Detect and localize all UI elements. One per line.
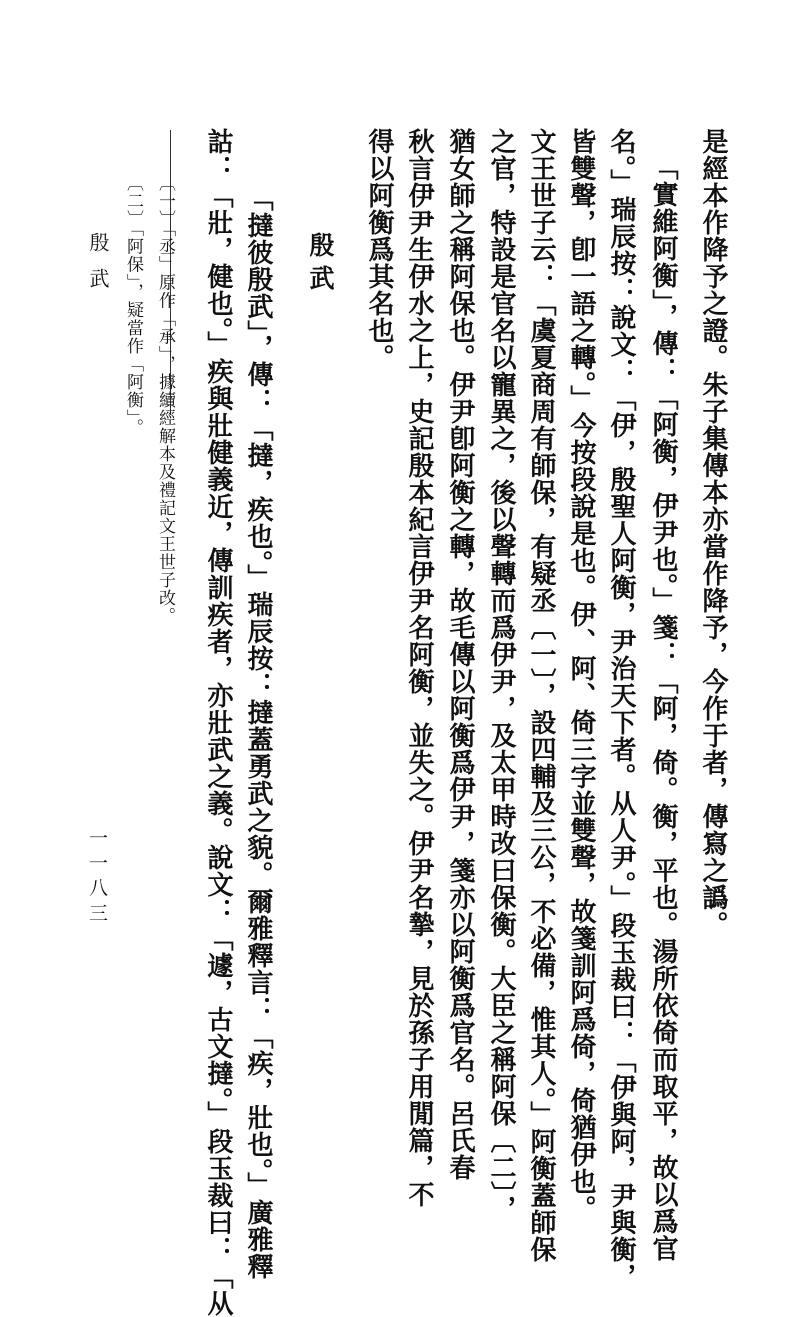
body-line-8: 秋言伊尹生伊水之上，史記殷本紀言伊尹名阿衡，並失之。伊尹名摯，見於孫子用閒篇，不 bbox=[404, 128, 434, 1208]
section-line-1: 「撻彼殷武」，傳：「撻，疾也。」瑞辰按：撻蓋勇武之貌。爾雅釋言：「疾，壯也。」廣雅釋 bbox=[243, 185, 273, 1280]
body-line-3: 名。」瑞辰按：說文：「伊，殷聖人阿衡，尹治天下者。从人尹。」段玉裁曰：「伊與阿，尹與衡， bbox=[606, 128, 636, 1290]
body-line-4: 皆雙聲，卽一語之轉。」今按段說是也。伊、阿、倚三字並雙聲，故箋訓阿爲倚，倚猶伊也。 bbox=[566, 128, 596, 1222]
section-line-2: 詁：「壯，健也。」疾與壯健義近，傳訓疾者，亦壯武之義。說文：「遽，古文撻。」段玉裁曰：「从 bbox=[203, 128, 233, 1317]
body-line-6: 之官，特設是官名以寵異之，後以聲轉而爲伊尹，及太甲時改曰保衡。大臣之稱阿保〔二〕， bbox=[486, 128, 516, 1222]
footnote-2: 〔二〕「阿保」，疑當作「阿衡」。 bbox=[123, 174, 143, 437]
page-number: 一一八三 bbox=[86, 828, 108, 928]
section-title: 殷武 bbox=[306, 232, 335, 298]
body-line-1: 是經本作降予之證。朱子集傳本亦當作降予，今作于者，傳寫之譌。 bbox=[698, 128, 728, 938]
body-line-2: 「實維阿衡」，傳：「阿衡，伊尹也。」箋：「阿，倚。衡，平也。湯所依倚而取平，故以爲官 bbox=[648, 154, 678, 1262]
body-line-9: 得以阿衡爲其名也。 bbox=[364, 128, 394, 371]
running-title: 殷武 bbox=[86, 232, 110, 304]
body-line-5: 文王世子云：「虞夏商周有師保，有疑丞〔一〕，設四輔及三公，不必備，惟其人。」阿衡蓋師保 bbox=[526, 128, 556, 1263]
footnote-1: 〔一〕「丞」原作「承」，據續經解本及禮記文王世子改。 bbox=[155, 174, 175, 625]
body-line-7: 猶女師之稱阿保也。伊尹卽阿衡之轉，故毛傳以阿衡爲伊尹，箋亦以阿衡爲官名。呂氏春 bbox=[445, 128, 475, 1181]
